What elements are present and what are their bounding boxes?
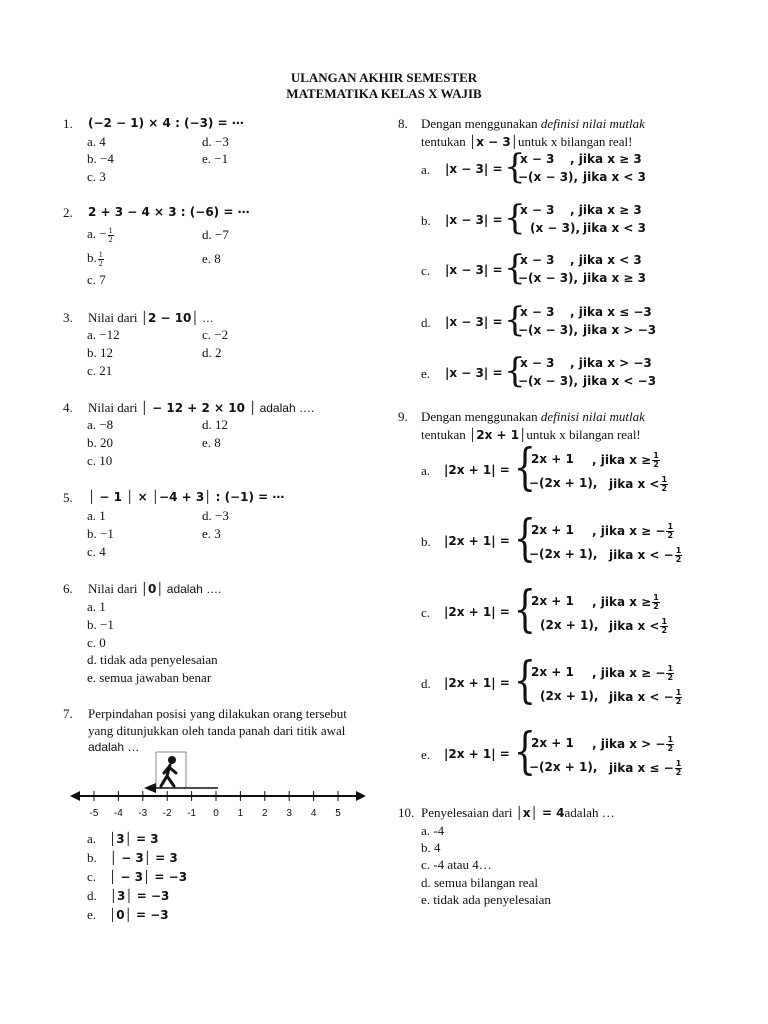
option-e: e. tidak ada penyelesaian bbox=[421, 892, 551, 907]
question-stem: │ − 1 │ × │−4 + 3│ : (−1) = ⋯ bbox=[88, 490, 285, 504]
case-bottom-expr: −(2x + 1), bbox=[529, 547, 598, 561]
tick-label: -3 bbox=[138, 808, 148, 819]
question-number: 9. bbox=[398, 409, 408, 424]
case-lhs: |x − 3| = bbox=[445, 213, 503, 227]
tick-label: -5 bbox=[89, 808, 99, 819]
option-c: c. 7 bbox=[87, 272, 106, 287]
question-number: 10. bbox=[398, 805, 415, 820]
tick-label: 5 bbox=[335, 808, 341, 819]
case-lhs: |2x + 1| = bbox=[444, 605, 510, 619]
case-top-expr: 2x + 1 bbox=[531, 523, 574, 537]
case-bottom-cond: jika x < 3 bbox=[583, 170, 646, 184]
fraction-half bbox=[652, 594, 660, 611]
option-b: b. 4 bbox=[421, 840, 441, 855]
left-brace-icon: { bbox=[513, 438, 537, 496]
question-number: 5. bbox=[63, 490, 73, 505]
option-a: a. -4 bbox=[421, 823, 445, 838]
case-top-expr: x − 3 bbox=[520, 203, 555, 217]
fraction-half bbox=[666, 736, 674, 753]
fraction-denominator: 2 bbox=[675, 697, 682, 706]
fraction-half bbox=[675, 547, 683, 564]
case-top-cond bbox=[592, 736, 674, 753]
left-brace-icon: { bbox=[504, 300, 526, 340]
option-letter: a. bbox=[421, 463, 431, 478]
option-d: d. 2 bbox=[202, 345, 222, 360]
case-bottom-cond bbox=[609, 760, 682, 777]
option-e: e. │0│ = −3 bbox=[87, 907, 169, 922]
option-letter: b. bbox=[421, 534, 431, 549]
option-b: b. −4 bbox=[87, 151, 114, 166]
option-b: b. −1 bbox=[87, 526, 114, 541]
case-top-expr: x − 3 bbox=[520, 253, 555, 267]
case-lhs: |2x + 1| = bbox=[444, 676, 510, 690]
option-d: d. semua bilangan real bbox=[421, 875, 538, 890]
tick-label: -2 bbox=[162, 808, 172, 819]
question-number: 2. bbox=[63, 205, 73, 220]
case-bottom-cond-text: jika x < − bbox=[609, 690, 674, 704]
option-letter: e. bbox=[421, 747, 431, 762]
option-d: d. −3 bbox=[202, 134, 229, 149]
option-c: c. 10 bbox=[87, 453, 113, 468]
question-line-2: tentukan │2x + 1│untuk x bilangan real! bbox=[421, 427, 641, 442]
case-top-cond: , jika x ≥ 3 bbox=[570, 203, 642, 217]
option-c: c. 4 bbox=[87, 544, 106, 559]
fraction-numerator: 1 bbox=[675, 688, 682, 697]
case-bottom-cond bbox=[609, 476, 668, 493]
case-bottom-expr: (x − 3), bbox=[530, 221, 581, 235]
fraction-denominator: 2 bbox=[667, 531, 674, 540]
question-stem: Penyelesaian dari │x│ = 4adalah … bbox=[421, 805, 615, 820]
option-b: b. 20 bbox=[87, 435, 113, 450]
tick-label: 2 bbox=[262, 808, 268, 819]
case-bottom-expr: (2x + 1), bbox=[540, 689, 599, 703]
fraction-half bbox=[675, 760, 683, 777]
case-top-expr: x − 3 bbox=[520, 305, 555, 319]
case-top-cond bbox=[592, 594, 660, 611]
option-letter: b. bbox=[421, 213, 431, 228]
fraction-half bbox=[660, 618, 668, 635]
question-number: 7. bbox=[63, 706, 73, 721]
fraction-numerator: 1 bbox=[661, 617, 668, 626]
option-letter: c. bbox=[421, 263, 431, 278]
option-letter: c. bbox=[421, 605, 431, 620]
case-top-cond bbox=[592, 665, 674, 682]
fraction-denominator: 2 bbox=[661, 484, 668, 493]
option-letter: e. bbox=[421, 366, 431, 381]
exam-title: ULANGAN AKHIR SEMESTER bbox=[290, 70, 478, 85]
fraction-numerator: 1 bbox=[667, 735, 674, 744]
option-b: b. │ − 3│ = 3 bbox=[87, 850, 178, 865]
option-c: c. 3 bbox=[87, 169, 106, 184]
exam-subtitle: MATEMATIKA KELAS X WAJIB bbox=[286, 86, 482, 101]
question-line-2: tentukan │x − 3│untuk x bilangan real! bbox=[421, 134, 633, 149]
option-a: a. −8 bbox=[87, 417, 114, 432]
option-a: a. 1 bbox=[87, 599, 106, 614]
fraction-denominator: 2 bbox=[661, 626, 668, 635]
tick-label: -4 bbox=[113, 808, 123, 819]
case-bottom-cond bbox=[609, 618, 668, 635]
question-line-2: yang ditunjukkan oleh tanda panah dari titik awal bbox=[88, 723, 346, 738]
case-lhs: |2x + 1| = bbox=[444, 747, 510, 761]
question-number: 6. bbox=[63, 581, 73, 596]
tick-label: 1 bbox=[237, 808, 244, 819]
option-b: b. −1 bbox=[87, 617, 114, 632]
option-letter: d. bbox=[421, 315, 431, 330]
option-b: b. 12 bbox=[87, 345, 113, 360]
case-bottom-cond-text: jika x < bbox=[609, 477, 660, 491]
case-top-expr: 2x + 1 bbox=[531, 665, 574, 679]
fraction-numerator: 1 bbox=[667, 522, 674, 531]
case-top-expr: 2x + 1 bbox=[531, 594, 574, 608]
number-line-figure bbox=[66, 748, 366, 820]
left-brace-icon: { bbox=[504, 198, 526, 238]
question-stem: Nilai dari │0│ adalah …. bbox=[88, 581, 222, 596]
question-number: 4. bbox=[63, 400, 73, 415]
option-e: e. 3 bbox=[202, 526, 221, 541]
case-top-cond bbox=[592, 452, 660, 469]
case-top-cond-text: , jika x ≥ − bbox=[592, 524, 666, 538]
case-top-cond-text: , jika x > − bbox=[592, 737, 666, 751]
option-a: a. − $\frac{1}{2}$ bbox=[87, 225, 113, 244]
case-bottom-cond bbox=[609, 689, 682, 706]
case-top-cond-text: , jika x ≥ bbox=[592, 453, 652, 467]
fraction-denominator: 2 bbox=[653, 460, 659, 469]
case-top-cond: , jika x < 3 bbox=[570, 253, 642, 267]
fraction-numerator: 1 bbox=[675, 546, 682, 555]
case-bottom-cond: jika x < −3 bbox=[583, 374, 657, 388]
case-bottom-cond bbox=[609, 547, 682, 564]
fraction-half bbox=[660, 476, 668, 493]
case-bottom-cond: jika x ≥ 3 bbox=[583, 271, 646, 285]
case-bottom-expr: −(x − 3), bbox=[518, 374, 579, 388]
option-c-val: c. 21 bbox=[87, 363, 113, 378]
option-d: d. │3│ = −3 bbox=[87, 888, 170, 903]
case-bottom-expr: −(x − 3), bbox=[518, 323, 579, 337]
option-letter: d. bbox=[421, 676, 431, 691]
fraction-half bbox=[666, 523, 674, 540]
question-line-1: Dengan menggunakan definisi nilai mutlak bbox=[421, 116, 645, 131]
case-lhs: |x − 3| = bbox=[445, 263, 503, 277]
case-top-cond: , jika x > −3 bbox=[570, 356, 652, 370]
case-top-expr: 2x + 1 bbox=[531, 452, 574, 466]
case-top-cond bbox=[592, 523, 674, 540]
option-c: c. │ − 3│ = −3 bbox=[87, 869, 188, 884]
option-c: c. 0 bbox=[87, 635, 106, 650]
option-d: d. 12 bbox=[202, 417, 228, 432]
fraction-denominator: 2 bbox=[667, 744, 674, 753]
tick-label: -1 bbox=[187, 808, 197, 819]
option-a: a. −12 bbox=[87, 327, 120, 342]
case-bottom-expr: −(x − 3), bbox=[518, 170, 579, 184]
case-lhs: |x − 3| = bbox=[445, 315, 503, 329]
question-stem: 2 + 3 − 4 × 3 : (−6) = ⋯ bbox=[88, 205, 250, 219]
left-brace-icon: { bbox=[504, 147, 526, 187]
fraction-denominator: 2 bbox=[653, 602, 659, 611]
fraction-denominator: 2 bbox=[675, 768, 682, 777]
question-line-3: adalah … bbox=[88, 740, 140, 754]
fraction-denominator: 2 bbox=[667, 673, 674, 682]
case-top-expr: x − 3 bbox=[520, 356, 555, 370]
option-c: c. −2 bbox=[202, 327, 229, 342]
tick-label: 0 bbox=[213, 808, 219, 819]
left-brace-icon: { bbox=[513, 651, 537, 709]
left-brace-icon: { bbox=[513, 580, 537, 638]
case-top-cond-text: , jika x ≥ − bbox=[592, 666, 666, 680]
option-a: a. │3│ = 3 bbox=[87, 831, 159, 846]
fraction-half bbox=[666, 665, 674, 682]
option-a: a. 4 bbox=[87, 134, 106, 149]
case-top-expr: x − 3 bbox=[520, 152, 555, 166]
question-line-1: Perpindahan posisi yang dilakukan orang tersebut bbox=[88, 706, 347, 721]
case-bottom-cond-text: jika x < bbox=[609, 619, 660, 633]
question-stem: (−2 − 1) × 4 : (−3) = ⋯ bbox=[88, 116, 244, 130]
option-e: e. semua jawaban benar bbox=[87, 670, 212, 685]
option-b: b. $\frac{1}{2}$ bbox=[87, 249, 103, 268]
case-bottom-cond-text: jika x ≤ − bbox=[609, 761, 674, 775]
left-brace-icon: { bbox=[513, 509, 537, 567]
displacement-arrow bbox=[144, 783, 218, 793]
case-top-cond: , jika x ≥ 3 bbox=[570, 152, 642, 166]
fraction-numerator: 1 bbox=[653, 451, 659, 460]
walking-person-icon bbox=[156, 752, 186, 788]
option-letter: a. bbox=[421, 162, 431, 177]
option-a: a. 1 bbox=[87, 508, 106, 523]
option-d: d. tidak ada penyelesaian bbox=[87, 652, 218, 667]
option-e: e. 8 bbox=[202, 251, 221, 266]
option-e: e. 8 bbox=[202, 435, 221, 450]
case-top-expr: 2x + 1 bbox=[531, 736, 574, 750]
case-bottom-expr: (2x + 1), bbox=[540, 618, 599, 632]
case-bottom-expr: −(2x + 1), bbox=[529, 476, 598, 490]
fraction-numerator: 1 bbox=[675, 759, 682, 768]
fraction-half bbox=[675, 689, 683, 706]
fraction-numerator: 1 bbox=[661, 475, 668, 484]
case-lhs: |2x + 1| = bbox=[444, 463, 510, 477]
left-brace-icon: { bbox=[504, 351, 526, 391]
case-bottom-cond-text: jika x < − bbox=[609, 548, 674, 562]
option-c: c. -4 atau 4… bbox=[421, 857, 492, 872]
number-line bbox=[70, 791, 366, 801]
case-lhs: |x − 3| = bbox=[445, 162, 503, 176]
case-top-cond: , jika x ≤ −3 bbox=[570, 305, 652, 319]
left-brace-icon: { bbox=[504, 248, 526, 288]
tick-label: 3 bbox=[286, 808, 292, 819]
case-lhs: |x − 3| = bbox=[445, 366, 503, 380]
case-lhs: |2x + 1| = bbox=[444, 534, 510, 548]
case-bottom-cond: jika x < 3 bbox=[583, 221, 646, 235]
case-top-cond-text: , jika x ≥ bbox=[592, 595, 652, 609]
fraction-denominator: 2 bbox=[675, 555, 682, 564]
fraction-numerator: 1 bbox=[667, 664, 674, 673]
left-brace-icon: { bbox=[513, 722, 537, 780]
tick-label: 4 bbox=[310, 808, 317, 819]
fraction-half bbox=[652, 452, 660, 469]
question-line-1: Dengan menggunakan definisi nilai mutlak bbox=[421, 409, 645, 424]
option-d: d. −7 bbox=[202, 227, 229, 242]
question-number: 1. bbox=[63, 116, 73, 131]
question-stem: Nilai dari │2 − 10│ … bbox=[88, 310, 214, 325]
case-bottom-expr: −(2x + 1), bbox=[529, 760, 598, 774]
question-number: 8. bbox=[398, 116, 408, 131]
option-d: d. −3 bbox=[202, 508, 229, 523]
fraction-numerator: 1 bbox=[653, 593, 659, 602]
question-number: 3. bbox=[63, 310, 73, 325]
case-bottom-cond: jika x > −3 bbox=[583, 323, 657, 337]
option-e: e. −1 bbox=[202, 151, 229, 166]
question-stem: Nilai dari │ − 12 + 2 × 10 │ adalah …. bbox=[88, 400, 315, 415]
case-bottom-expr: −(x − 3), bbox=[518, 271, 579, 285]
